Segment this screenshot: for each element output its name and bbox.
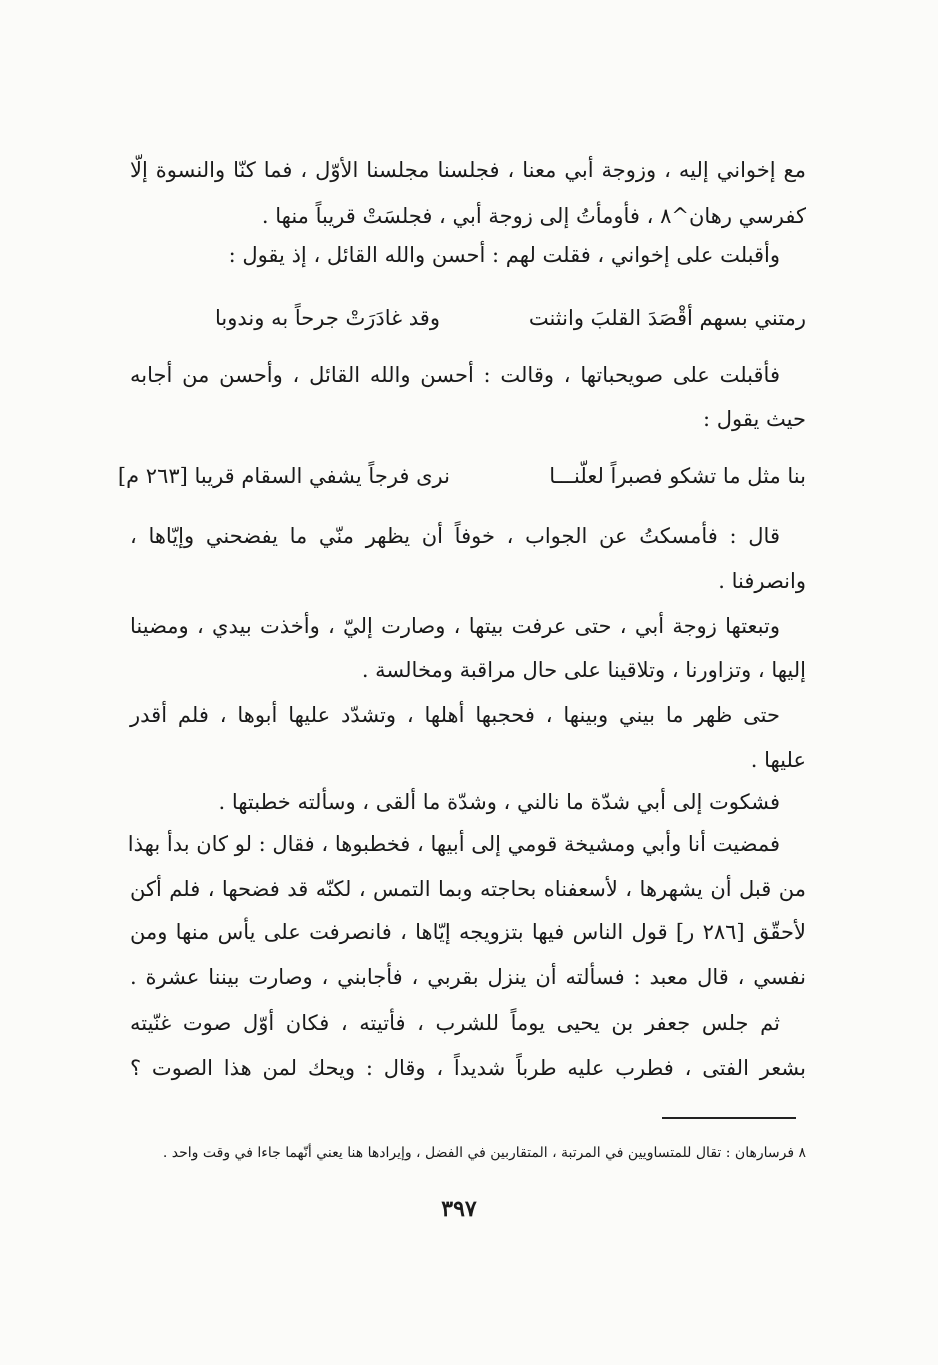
- text-line: عليها .: [750, 748, 806, 772]
- text-line: من قبل أن يشهرها ، لأسعفناه بحاجته وبما التمس ، لكنّه قد فضحها ، فلم أكن: [130, 877, 806, 901]
- text-line: إليها ، وتزاورنا ، وتلاقينا على حال مراقبة ومخالسة .: [361, 658, 806, 682]
- text-line: فشكوت إلى أبي شدّة ما نالني ، وشدّة ما ألقى ، وسألته خطبتها .: [218, 790, 780, 814]
- verse-second-hemistich: وقد غادَرَتْ جرحاً به وندوبا: [215, 306, 440, 330]
- text-line: قال : فأمسكتُ عن الجواب ، خوفاً أن يظهر منّي ما يفضحني وإيّاها ،: [130, 524, 780, 548]
- text-line: لأحقّق [٢٨٦ ر] قول الناس فيها بتزويجه إيّاها ، فانصرفت على يأس منها ومن: [130, 920, 806, 944]
- text-line: فمضيت أنا وأبي ومشيخة قومي إلى أبيها ، فخطبوها ، فقال : لو كان بدأ بهذا: [127, 832, 780, 856]
- verse-first-hemistich: رمتني بسهم أقْصَدَ القلبَ وانثنت: [528, 306, 806, 330]
- text-line: وأقبلت على إخواني ، فقلت لهم : أحسن والله القائل ، إذ يقول :: [228, 243, 780, 267]
- verse-second-hemistich: نرى فرجاً يشفي السقام قريبا [٢٦٣ م]: [117, 464, 450, 488]
- text-line: ثم جلس جعفر بن يحيى يوماً للشرب ، فأتيته ، فكان أوّل صوت غنّيته: [130, 1011, 780, 1035]
- text-line: كفرسي رهان^٨ ، فأومأتُ إلى زوجة أبي ، فجلسَتْ قريباً منها .: [261, 204, 806, 228]
- verse-first-hemistich: بنا مثل ما تشكو فصبراً لعلّنـــا: [549, 464, 806, 488]
- footnote-divider: [662, 1117, 796, 1119]
- text-line: وانصرفنا .: [718, 569, 806, 593]
- text-line: حتى ظهر ما بيني وبينها ، فحجبها أهلها ، وتشدّد عليها أبوها ، فلم أقدر: [130, 703, 780, 727]
- text-line: مع إخواني إليه ، وزوجة أبي معنا ، فجلسنا مجلسنا الأوّل ، فما كنّا والنسوة إلّا: [130, 158, 806, 182]
- text-line: حيث يقول :: [703, 407, 806, 431]
- text-line: فأقبلت على صويحباتها ، وقالت : أحسن والله القائل ، وأحسن من أجابه: [130, 363, 780, 387]
- text-line: بشعر الفتى ، فطرب عليه طرباً شديداً ، وقال : ويحك لمن هذا الصوت ؟: [130, 1056, 806, 1080]
- footnote: ٨ فرسارهان : تقال للمتساويين في المرتبة ، المتقاربين في الفضل ، وإيرادها هنا يعني أنّهما جاءا في وقت واحد .: [162, 1145, 806, 1161]
- page-number: ٣٩٧: [441, 1196, 477, 1222]
- text-line: وتبعتها زوجة أبي ، حتى عرفت بيتها ، وصارت إليّ ، وأخذت بيدي ، ومضينا: [130, 614, 780, 638]
- text-line: نفسي ، قال معبد : فسألته أن ينزل بقربي ، فأجابني ، وصارت بيننا عشرة .: [130, 965, 806, 989]
